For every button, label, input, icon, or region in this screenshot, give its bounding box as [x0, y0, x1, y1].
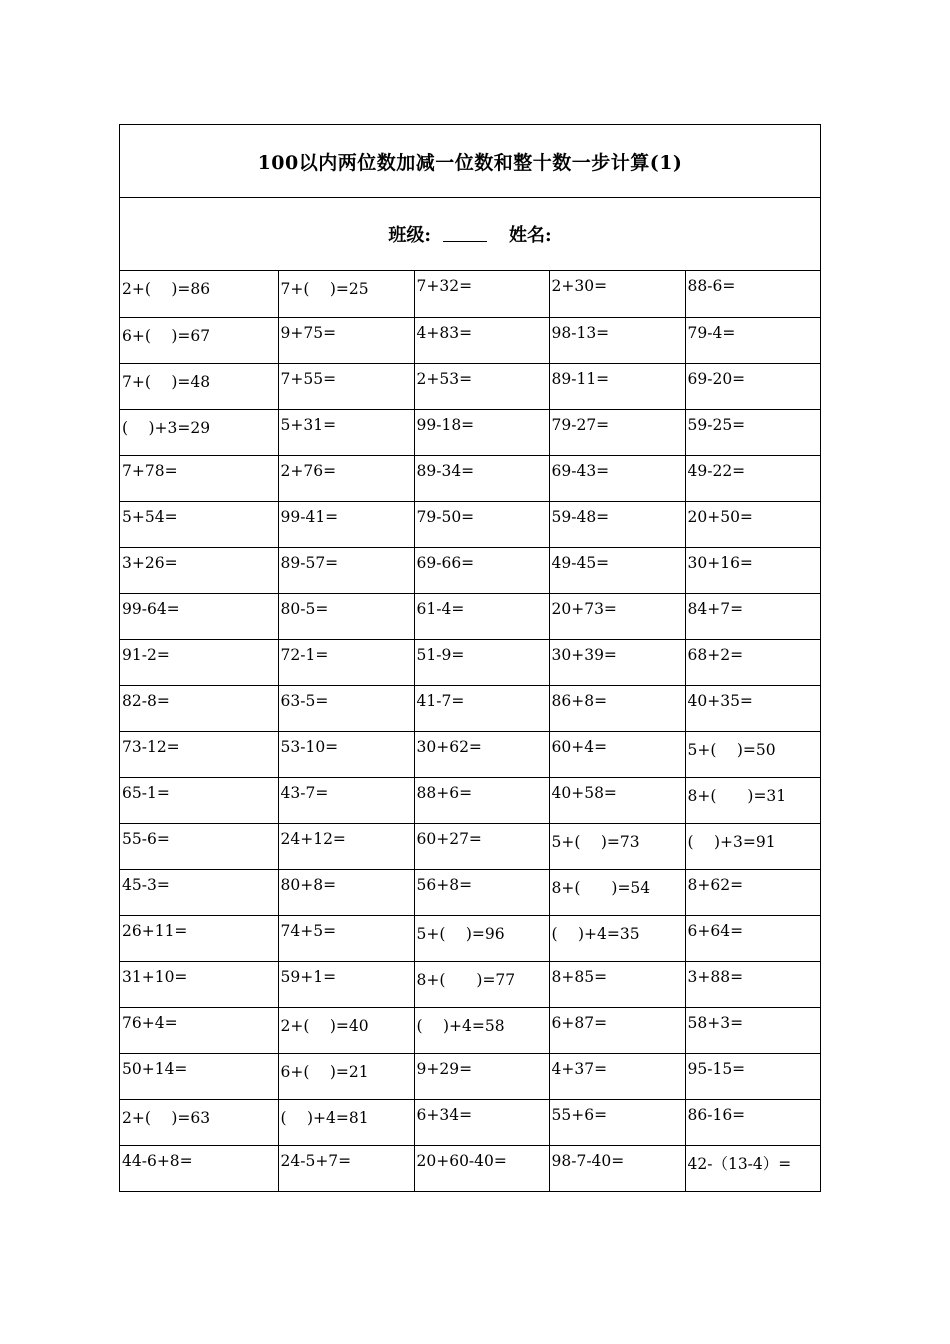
table-row	[120, 1145, 820, 1191]
problem-cell: 79-4=	[685, 317, 820, 363]
student-info-row	[120, 198, 820, 271]
problem-cell: 8+( )=54	[549, 869, 685, 915]
problem-cell: 30+16=	[685, 547, 820, 593]
table-row	[120, 915, 820, 961]
problem-table	[120, 271, 820, 1191]
problem-cell: 2+30=	[549, 271, 685, 317]
table-row	[120, 1099, 820, 1145]
problem-cell: 60+4=	[549, 731, 685, 777]
problem-cell: 89-57=	[278, 547, 414, 593]
class-blank[interactable]	[443, 227, 487, 242]
table-row	[120, 685, 820, 731]
problem-cell: ( )+4=35	[549, 915, 685, 961]
table-row	[120, 409, 820, 455]
problem-cell: 80-5=	[278, 593, 414, 639]
problem-cell: 65-1=	[120, 777, 278, 823]
problem-cell: 6+34=	[414, 1099, 549, 1145]
problem-cell: 58+3=	[685, 1007, 820, 1053]
table-row	[120, 501, 820, 547]
problem-cell: 51-9=	[414, 639, 549, 685]
problem-cell: 7+( )=48	[120, 363, 278, 409]
table-row	[120, 869, 820, 915]
name-label: 姓名:	[509, 225, 552, 246]
problem-table-body	[120, 271, 820, 1191]
problem-cell: 73-12=	[120, 731, 278, 777]
problem-cell: 95-15=	[685, 1053, 820, 1099]
problem-cell: 6+( )=67	[120, 317, 278, 363]
problem-cell: 82-8=	[120, 685, 278, 731]
problem-cell: 8+( )=77	[414, 961, 549, 1007]
problem-cell: 44-6+8=	[120, 1145, 278, 1191]
problem-cell: 26+11=	[120, 915, 278, 961]
table-row	[120, 961, 820, 1007]
problem-cell: 76+4=	[120, 1007, 278, 1053]
problem-cell: 20+60-40=	[414, 1145, 549, 1191]
problem-cell: ( )+3=29	[120, 409, 278, 455]
problem-cell: 31+10=	[120, 961, 278, 1007]
problem-cell: 72-1=	[278, 639, 414, 685]
table-row	[120, 777, 820, 823]
problem-cell: 88-6=	[685, 271, 820, 317]
problem-cell: 53-10=	[278, 731, 414, 777]
problem-cell: 49-22=	[685, 455, 820, 501]
problem-cell: 20+73=	[549, 593, 685, 639]
problem-cell: 6+( )=21	[278, 1053, 414, 1099]
problem-cell: 7+55=	[278, 363, 414, 409]
problem-cell: 40+35=	[685, 685, 820, 731]
problem-cell: 24-5+7=	[278, 1145, 414, 1191]
problem-cell: 69-66=	[414, 547, 549, 593]
problem-cell: 4+37=	[549, 1053, 685, 1099]
problem-cell: 69-20=	[685, 363, 820, 409]
problem-cell: 5+31=	[278, 409, 414, 455]
table-row	[120, 639, 820, 685]
problem-cell: 30+39=	[549, 639, 685, 685]
problem-cell: 7+78=	[120, 455, 278, 501]
problem-cell: 49-45=	[549, 547, 685, 593]
problem-cell: 9+29=	[414, 1053, 549, 1099]
problem-cell: 42-（13-4）=	[687, 1154, 792, 1173]
problem-cell: 74+5=	[278, 915, 414, 961]
problem-cell: 7+( )=25	[278, 271, 414, 317]
problem-cell: 79-27=	[549, 409, 685, 455]
problem-cell: 55+6=	[549, 1099, 685, 1145]
table-row	[120, 363, 820, 409]
worksheet	[119, 124, 821, 1192]
problem-cell: 5+( )=50	[685, 731, 820, 777]
problem-cell: 2+( )=86	[120, 271, 278, 317]
problem-cell: 6+87=	[549, 1007, 685, 1053]
problem-cell: 5+54=	[120, 501, 278, 547]
problem-cell: 59-48=	[549, 501, 685, 547]
problem-cell: 40+58=	[549, 777, 685, 823]
problem-cell: 56+8=	[414, 869, 549, 915]
table-row	[120, 1053, 820, 1099]
table-row	[120, 593, 820, 639]
problem-cell: 20+50=	[685, 501, 820, 547]
problem-cell: 99-18=	[414, 409, 549, 455]
problem-cell: 99-41=	[278, 501, 414, 547]
worksheet-title: 100以内两位数加减一位数和整十数一步计算(1)	[120, 125, 820, 198]
problem-cell: 8+85=	[549, 961, 685, 1007]
problem-cell: 8+( )=31	[685, 777, 820, 823]
problem-cell: 68+2=	[685, 639, 820, 685]
problem-cell: 2+( )=40	[278, 1007, 414, 1053]
problem-cell: 45-3=	[120, 869, 278, 915]
problem-cell: 2+76=	[278, 455, 414, 501]
table-row	[120, 271, 820, 317]
problem-cell: 89-11=	[549, 363, 685, 409]
problem-cell: 61-4=	[414, 593, 549, 639]
problem-cell: ( )+4=81	[278, 1099, 414, 1145]
problem-cell: ( )+3=91	[685, 823, 820, 869]
problem-cell: 7+32=	[414, 271, 549, 317]
problem-cell: 41-7=	[414, 685, 549, 731]
problem-cell: 59+1=	[278, 961, 414, 1007]
problem-cell: 5+( )=73	[549, 823, 685, 869]
problem-cell: 79-50=	[414, 501, 549, 547]
problem-cell: 3+88=	[685, 961, 820, 1007]
problem-cell: 2+( )=63	[120, 1099, 278, 1145]
table-row	[120, 1007, 820, 1053]
table-row	[120, 455, 820, 501]
problem-cell: 91-2=	[120, 639, 278, 685]
problem-cell: 89-34=	[414, 455, 549, 501]
class-label: 班级:	[388, 225, 431, 246]
problem-cell: 69-43=	[549, 455, 685, 501]
problem-cell: 80+8=	[278, 869, 414, 915]
problem-cell: 99-64=	[120, 593, 278, 639]
problem-cell: 8+62=	[685, 869, 820, 915]
table-row	[120, 731, 820, 777]
problem-cell: 3+26=	[120, 547, 278, 593]
problem-cell: 63-5=	[278, 685, 414, 731]
problem-cell: 43-7=	[278, 777, 414, 823]
problem-cell: 88+6=	[414, 777, 549, 823]
problem-cell: 55-6=	[120, 823, 278, 869]
problem-cell: 86-16=	[685, 1099, 820, 1145]
problem-cell: 9+75=	[278, 317, 414, 363]
table-row	[120, 823, 820, 869]
table-row	[120, 317, 820, 363]
problem-cell: 50+14=	[120, 1053, 278, 1099]
problem-cell: 30+62=	[414, 731, 549, 777]
problem-cell: 98-7-40=	[549, 1145, 685, 1191]
problem-cell: 24+12=	[278, 823, 414, 869]
problem-cell: 59-25=	[685, 409, 820, 455]
problem-cell: 5+( )=96	[414, 915, 549, 961]
problem-cell: 86+8=	[549, 685, 685, 731]
problem-cell: 84+7=	[685, 593, 820, 639]
problem-cell: 6+64=	[685, 915, 820, 961]
table-row	[120, 547, 820, 593]
problem-cell: 4+83=	[414, 317, 549, 363]
problem-cell: 98-13=	[549, 317, 685, 363]
problem-cell: 2+53=	[414, 363, 549, 409]
problem-cell: 60+27=	[414, 823, 549, 869]
problem-cell: ( )+4=58	[414, 1007, 549, 1053]
